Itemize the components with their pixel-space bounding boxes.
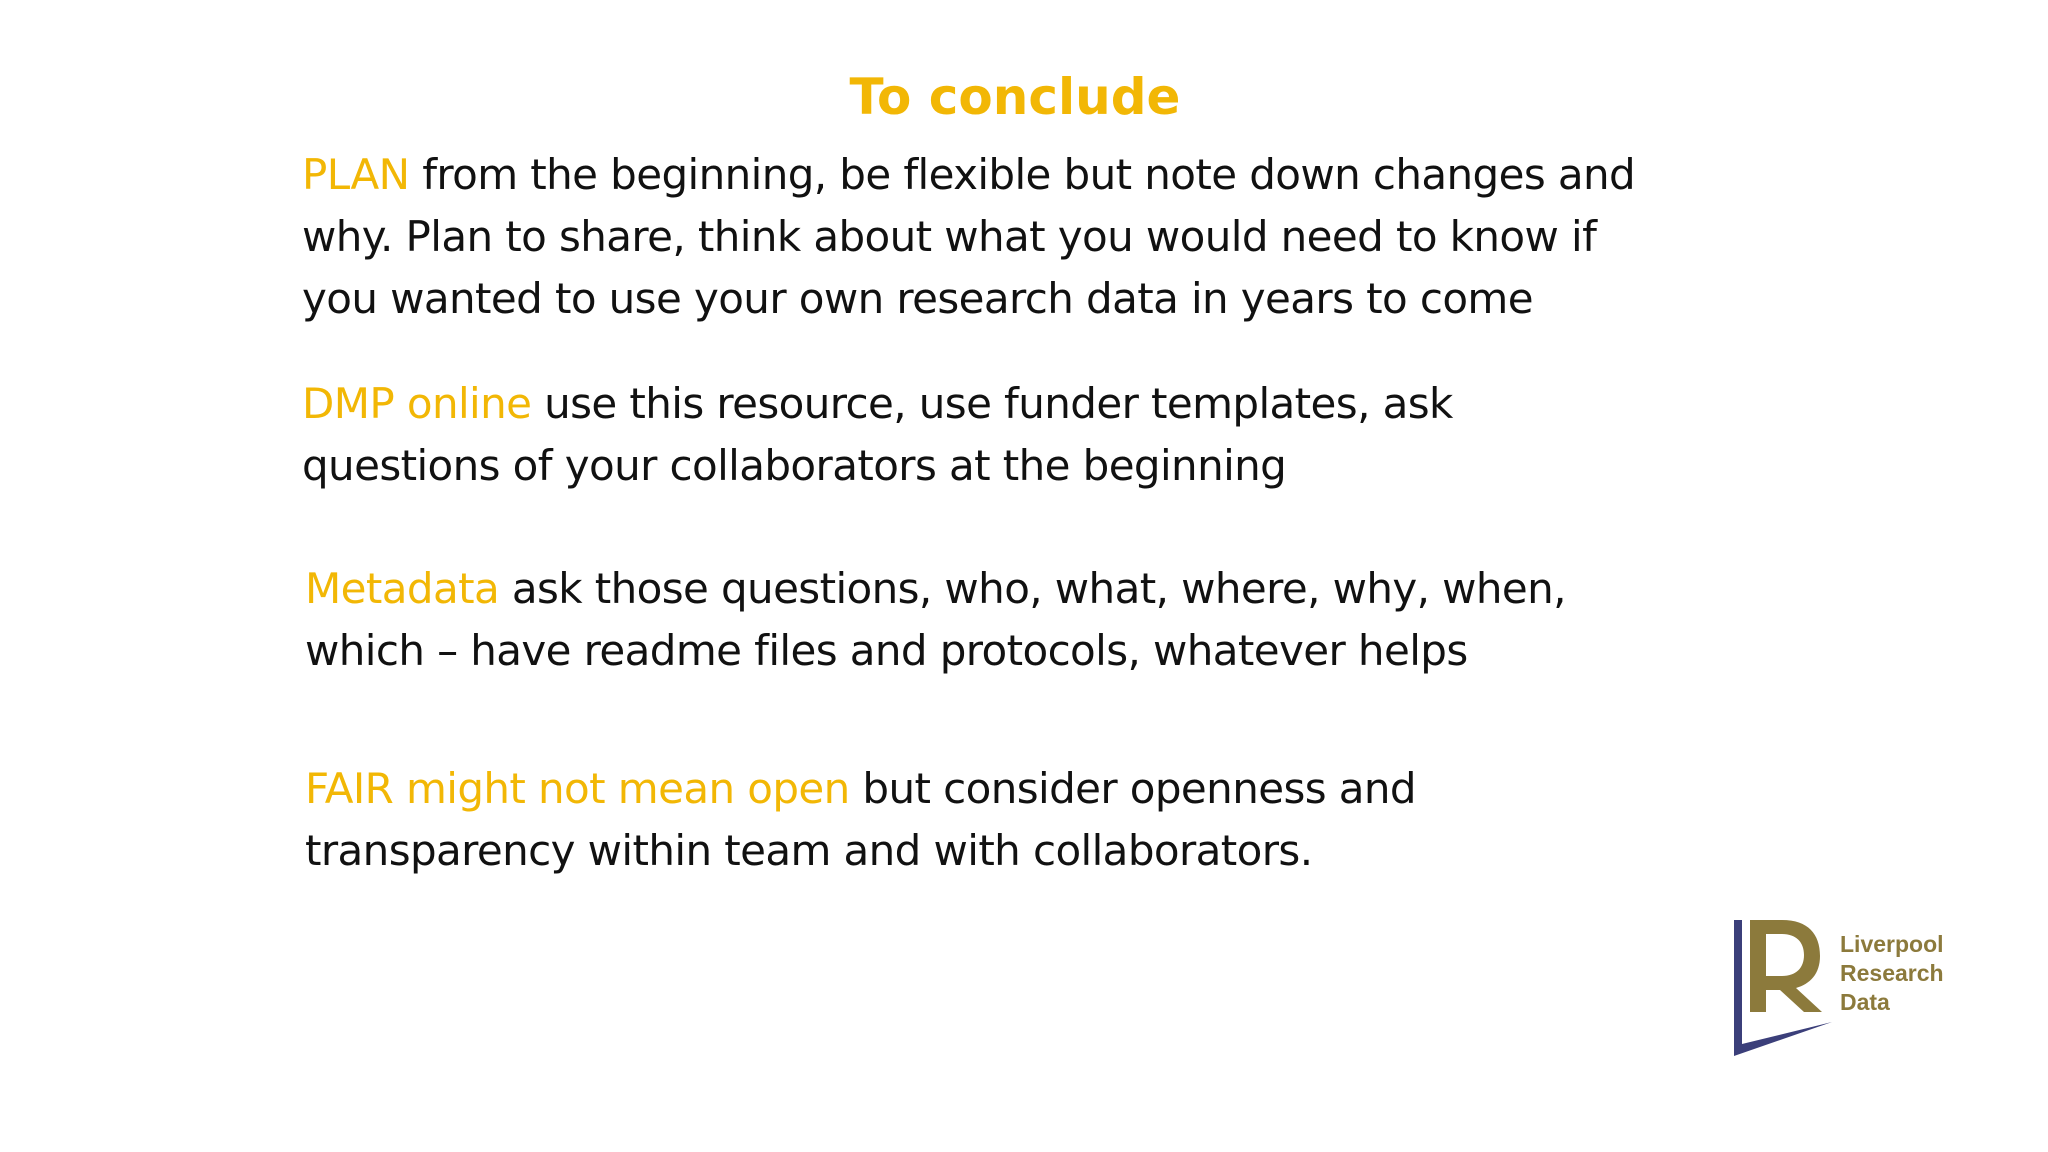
- conclusion-plan: [302, 144, 1635, 330]
- paragraph-text: use this resource, use funder templates, ask: [531, 379, 1453, 428]
- paragraph-line: [305, 758, 1416, 820]
- paragraph-line: which – have readme files and protocols, whatever helps: [305, 626, 1468, 675]
- paragraph-lead: Metadata: [305, 564, 500, 613]
- paragraph-line: why. Plan to share, think about what you would need to know if: [302, 212, 1597, 261]
- paragraph-line: [302, 144, 1635, 206]
- logo-text: [1840, 930, 1944, 1017]
- logo-line: Data: [1840, 989, 1890, 1015]
- conclusion-dmp-online: [302, 373, 1453, 497]
- lr-logo-icon: [1732, 918, 1837, 1058]
- paragraph-line: [305, 558, 1566, 620]
- liverpool-research-data-logo: [1732, 918, 1962, 1058]
- paragraph-lead: PLAN: [302, 150, 410, 199]
- paragraph-text: but consider openness and: [849, 764, 1416, 813]
- paragraph-text: from the beginning, be flexible but note down changes and: [409, 150, 1636, 199]
- paragraph-lead: DMP online: [302, 379, 532, 428]
- paragraph-line: transparency within team and with collaborators.: [305, 826, 1313, 875]
- paragraph-text: ask those questions, who, what, where, why, when,: [499, 564, 1566, 613]
- paragraph-lead: FAIR might not mean open: [305, 764, 850, 813]
- paragraph-line: questions of your collaborators at the beginning: [302, 441, 1287, 490]
- slide-title: To conclude: [849, 68, 1181, 126]
- logo-line: Research: [1840, 960, 1944, 986]
- paragraph-line: [302, 373, 1453, 435]
- conclusion-fair: [305, 758, 1416, 882]
- logo-line: Liverpool: [1840, 931, 1944, 957]
- conclusion-metadata: [305, 558, 1566, 682]
- paragraph-line: you wanted to use your own research data in years to come: [302, 274, 1533, 323]
